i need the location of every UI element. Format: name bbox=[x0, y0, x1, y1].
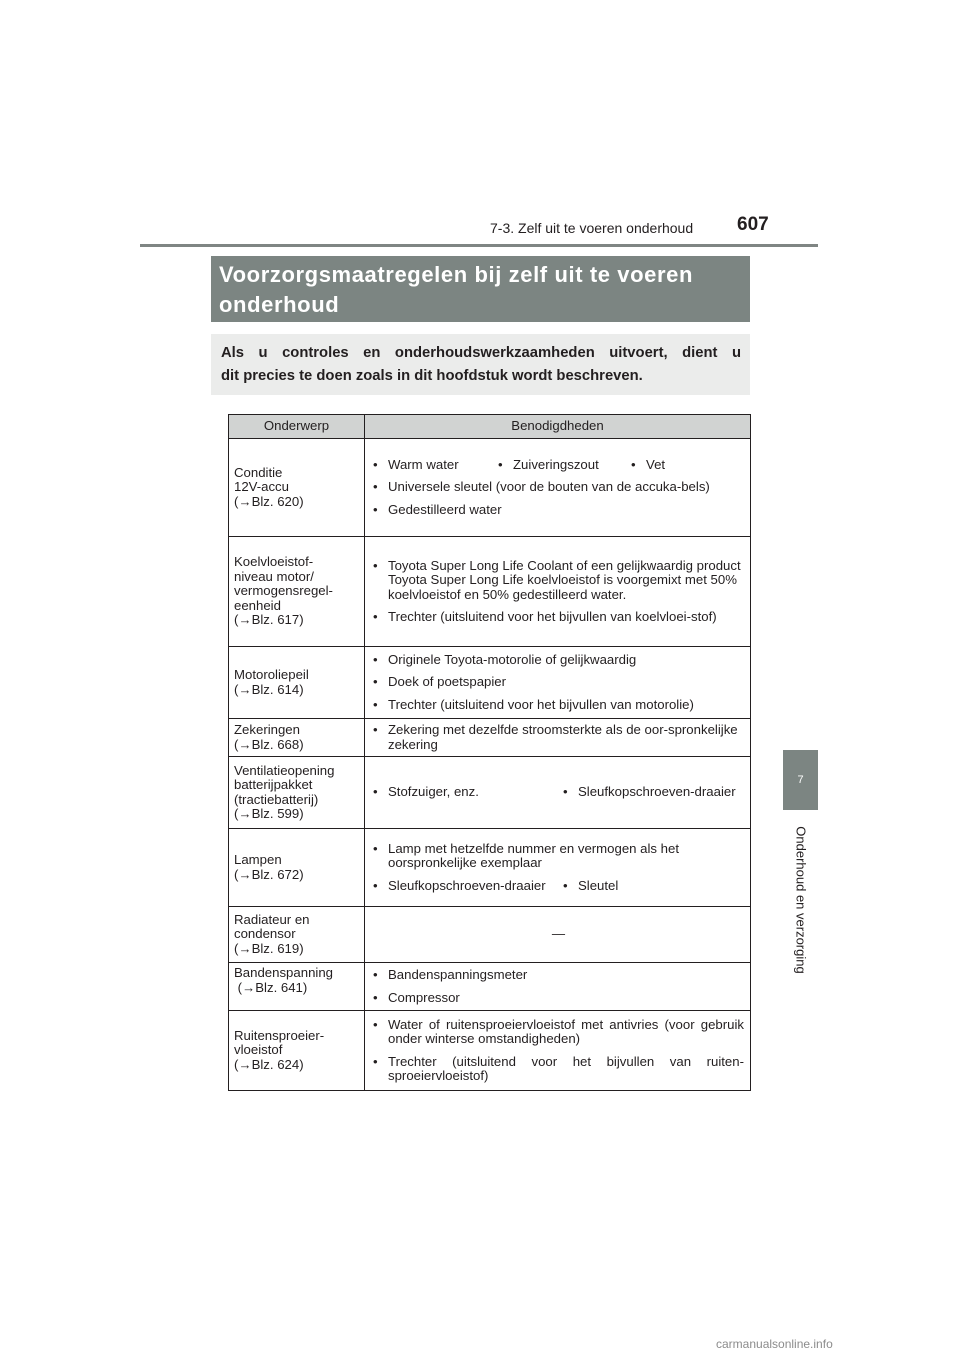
table-row bbox=[229, 537, 751, 647]
inline-items bbox=[373, 458, 744, 473]
table-row bbox=[229, 719, 751, 757]
page-number: 607 bbox=[737, 214, 769, 235]
list-item: • Sleutel bbox=[563, 879, 744, 894]
subject-line: Ruitensproeier- bbox=[234, 1027, 325, 1043]
supplies-cell bbox=[365, 537, 751, 647]
list-item: • Trechter (uitsluitend voor het bijvullen van ruiten-sproeiervloeistof) bbox=[373, 1055, 744, 1084]
subject-page-ref: (→Blz. 617) bbox=[234, 612, 304, 628]
subject-page-ref: (→Blz. 668) bbox=[234, 736, 304, 752]
subject-page-ref: (→Blz. 641) bbox=[234, 979, 308, 995]
paired-items bbox=[373, 785, 744, 800]
chapter-number-tab: 7 bbox=[783, 750, 818, 810]
table-row bbox=[229, 1011, 751, 1091]
header-section-title: 7-3. Zelf uit te voeren onderhoud bbox=[490, 220, 694, 236]
subject-line: Radiateur en bbox=[234, 911, 310, 927]
section-title bbox=[211, 256, 750, 322]
subject-page-ref: (→Blz. 620) bbox=[234, 493, 304, 509]
list-item: • Trechter (uitsluitend voor het bijvullen van motorolie) bbox=[373, 698, 744, 713]
subject-line: Conditie bbox=[234, 464, 283, 480]
supplies-cell bbox=[365, 439, 751, 537]
subject-page-ref: (→Blz. 619) bbox=[234, 940, 304, 956]
subject-line: 12V-accu bbox=[234, 479, 289, 495]
subject-line: Lampen bbox=[234, 852, 282, 867]
list-item bbox=[373, 559, 744, 603]
section-title-line-2: onderhoud bbox=[219, 292, 340, 317]
chapter-title-vertical bbox=[783, 812, 818, 987]
subject-page-ref: (→Blz. 599) bbox=[234, 806, 304, 821]
list-item: • Doek of poetspapier bbox=[373, 675, 744, 690]
column-header-supplies: Benodigdheden bbox=[365, 415, 751, 439]
supplies-cell bbox=[365, 757, 751, 829]
list-item: • Universele sleutel (voor de bouten van de accuka-bels) bbox=[373, 480, 744, 495]
table-header-row bbox=[229, 415, 751, 439]
subject-line: vloeistof bbox=[234, 1042, 283, 1058]
list-item: • Water of ruitensproeiervloeistof met antivries (voor gebruik onder winterse omstandigheden) bbox=[373, 1018, 744, 1047]
chapter-title-label: Onderhoud en verzorging bbox=[793, 825, 808, 974]
table-row bbox=[229, 439, 751, 537]
table-row bbox=[229, 757, 751, 829]
subject-line: Ventilatieopening bbox=[234, 762, 335, 778]
intro-box bbox=[211, 334, 750, 395]
list-item: • Compressor bbox=[373, 991, 744, 1006]
subject-line: Motoroliepeil bbox=[234, 667, 309, 682]
list-item: • Originele Toyota-motorolie of gelijkwaardig bbox=[373, 653, 744, 668]
table-row bbox=[229, 647, 751, 719]
subject-line: niveau motor/ bbox=[234, 568, 314, 584]
list-item: • Sleufkopschroeven-draaier bbox=[563, 785, 744, 800]
column-header-subject: Onderwerp bbox=[229, 415, 365, 439]
supplies-cell bbox=[365, 963, 751, 1011]
supplies-cell bbox=[365, 829, 751, 907]
subject-cell bbox=[229, 439, 365, 537]
subject-line: eenheid bbox=[234, 597, 281, 613]
list-item: • Zuiveringszout bbox=[498, 458, 631, 473]
subject-cell bbox=[229, 829, 365, 907]
list-item: • Trechter (uitsluitend voor het bijvullen van koelvloei-stof) bbox=[373, 610, 744, 625]
table-row bbox=[229, 963, 751, 1011]
subject-page-ref: (→Blz. 614) bbox=[234, 681, 304, 697]
list-item: • Vet bbox=[631, 458, 665, 473]
subject-line: batterijpakket bbox=[234, 777, 313, 792]
table-row bbox=[229, 829, 751, 907]
subject-cell bbox=[229, 757, 365, 829]
supplies-cell bbox=[365, 719, 751, 757]
list-item: • Warm water bbox=[373, 458, 498, 473]
subject-cell bbox=[229, 647, 365, 719]
supplies-cell bbox=[365, 1011, 751, 1091]
subject-line: Bandenspanning bbox=[234, 965, 333, 980]
list-item-text: • Toyota Super Long Life Coolant of een gelijkwaardig product bbox=[388, 557, 741, 573]
subject-page-ref: (→Blz. 672) bbox=[234, 866, 304, 882]
subject-line: condensor bbox=[234, 926, 296, 942]
supplies-cell bbox=[365, 647, 751, 719]
list-item: • Sleufkopschroeven-draaier bbox=[373, 879, 563, 894]
subject-line: Koelvloeistof- bbox=[234, 554, 314, 570]
subject-cell bbox=[229, 1011, 365, 1091]
supplies-cell-empty: — bbox=[365, 907, 751, 963]
section-title-line-1: Voorzorgsmaatregelen bij zelf uit te voeren bbox=[219, 262, 694, 287]
list-item: • Gedestilleerd water bbox=[373, 503, 744, 518]
list-item: • Stofzuiger, enz. bbox=[373, 785, 563, 800]
subject-line: (tractiebatterij) bbox=[234, 791, 319, 807]
maintenance-table bbox=[228, 414, 751, 1091]
intro-line-2: dit precies te doen zoals in dit hoofdstuk wordt beschreven. bbox=[221, 368, 643, 384]
watermark-text: carmanualsonline.info bbox=[716, 1337, 833, 1351]
subject-cell bbox=[229, 963, 365, 1011]
subject-cell bbox=[229, 907, 365, 963]
list-item: • Zekering met dezelfde stroomsterkte als de oor-spronkelijke zekering bbox=[373, 723, 744, 752]
subject-cell bbox=[229, 719, 365, 757]
subject-page-ref: (→Blz. 624) bbox=[234, 1056, 304, 1072]
subject-line: Zekeringen bbox=[234, 722, 300, 737]
list-item-note: Toyota Super Long Life koelvloeistof is voorgemixt met 50% koelvloeistof en 50% gedestilleerd water. bbox=[388, 572, 737, 602]
subject-line: vermogensregel- bbox=[234, 583, 333, 599]
list-item: • Bandenspanningsmeter bbox=[373, 968, 744, 983]
table-row bbox=[229, 907, 751, 963]
subject-cell bbox=[229, 537, 365, 647]
intro-line-1: Als u controles en onderhoudswerkzaamheden uitvoert, dient u bbox=[221, 345, 741, 361]
list-item: • Lamp met hetzelfde nummer en vermogen als het oorspronkelijke exemplaar bbox=[373, 842, 744, 871]
header-rule bbox=[140, 244, 818, 247]
paired-items bbox=[373, 879, 744, 894]
